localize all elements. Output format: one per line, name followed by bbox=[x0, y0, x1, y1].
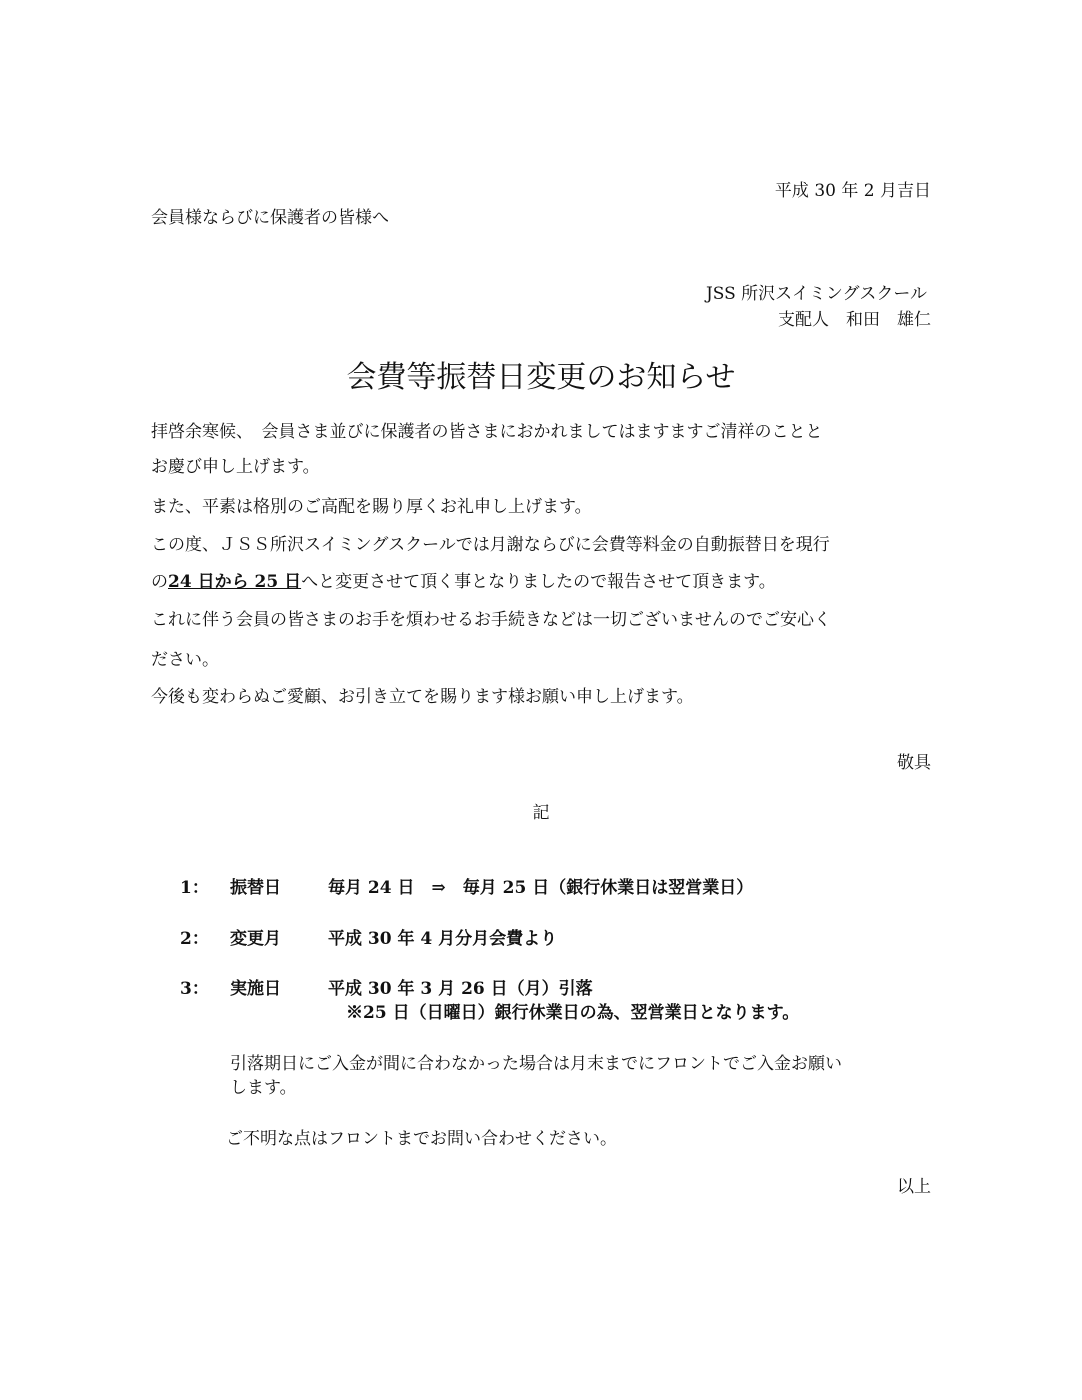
date-change-emphasis: 24 日から 25 日 bbox=[168, 572, 302, 592]
item-number: 1： bbox=[180, 878, 209, 898]
document-date: 平成 30 年 2 月吉日 bbox=[774, 181, 931, 201]
item-label: 振替日 bbox=[230, 878, 281, 898]
body-line-3: また、平素は格別のご高配を賜り厚くお礼申し上げます。 bbox=[151, 497, 592, 517]
item-number: 3： bbox=[180, 979, 209, 999]
info-line-3: ご不明な点はフロントまでお問い合わせください。 bbox=[226, 1129, 617, 1149]
body-line-5-prefix: の bbox=[151, 572, 168, 592]
body-line-2: お慶び申し上げます。 bbox=[151, 457, 320, 477]
item-number: 2： bbox=[180, 929, 209, 949]
item-note: ※25 日（日曜日）銀行休業日の為、翌営業日となります。 bbox=[346, 1003, 800, 1023]
ki-heading: 記 bbox=[532, 803, 550, 823]
body-line-4: この度、ＪＳＳ所沢スイミングスクールでは月謝ならびに会費等料金の自動振替日を現行 bbox=[151, 535, 830, 555]
body-line-8: 今後も変わらぬご愛顧、お引き立てを賜ります様お願い申し上げます。 bbox=[151, 687, 694, 707]
body-line-7: ださい。 bbox=[151, 650, 219, 670]
body-line-5-suffix: へと変更させて頂く事となりましたので報告させて頂きます。 bbox=[301, 572, 776, 592]
item-label: 変更月 bbox=[230, 929, 281, 949]
body-line-5 bbox=[151, 570, 776, 594]
body-line-1: 拝啓余寒候、 会員さま並びに保護者の皆さまにおかれましてはますますご清祥のことと bbox=[151, 422, 823, 442]
closing-ijou: 以上 bbox=[897, 1177, 931, 1197]
organization-name: JSS 所沢スイミングスクール bbox=[705, 284, 927, 304]
manager-name: 支配人 和田 雄仁 bbox=[778, 310, 931, 330]
item-value: 平成 30 年 3 月 26 日（月）引落 bbox=[328, 979, 593, 999]
body-line-6: これに伴う会員の皆さまのお手を煩わせるお手続きなどは一切ございませんのでご安心く bbox=[151, 610, 831, 630]
item-value: 平成 30 年 4 月分月会費より bbox=[328, 929, 558, 949]
closing-keigu: 敬具 bbox=[897, 753, 931, 773]
item-label: 実施日 bbox=[230, 979, 281, 999]
info-line-1: 引落期日にご入金が間に合わなかった場合は月末までにフロントでご入金お願い bbox=[230, 1054, 842, 1074]
item-value: 毎月 24 日 ⇒ 毎月 25 日（銀行休業日は翌営業日） bbox=[328, 878, 754, 898]
info-line-2: します。 bbox=[230, 1078, 297, 1098]
addressee: 会員様ならびに保護者の皆様へ bbox=[151, 208, 389, 228]
document-title: 会費等振替日変更のお知らせ bbox=[346, 360, 736, 395]
